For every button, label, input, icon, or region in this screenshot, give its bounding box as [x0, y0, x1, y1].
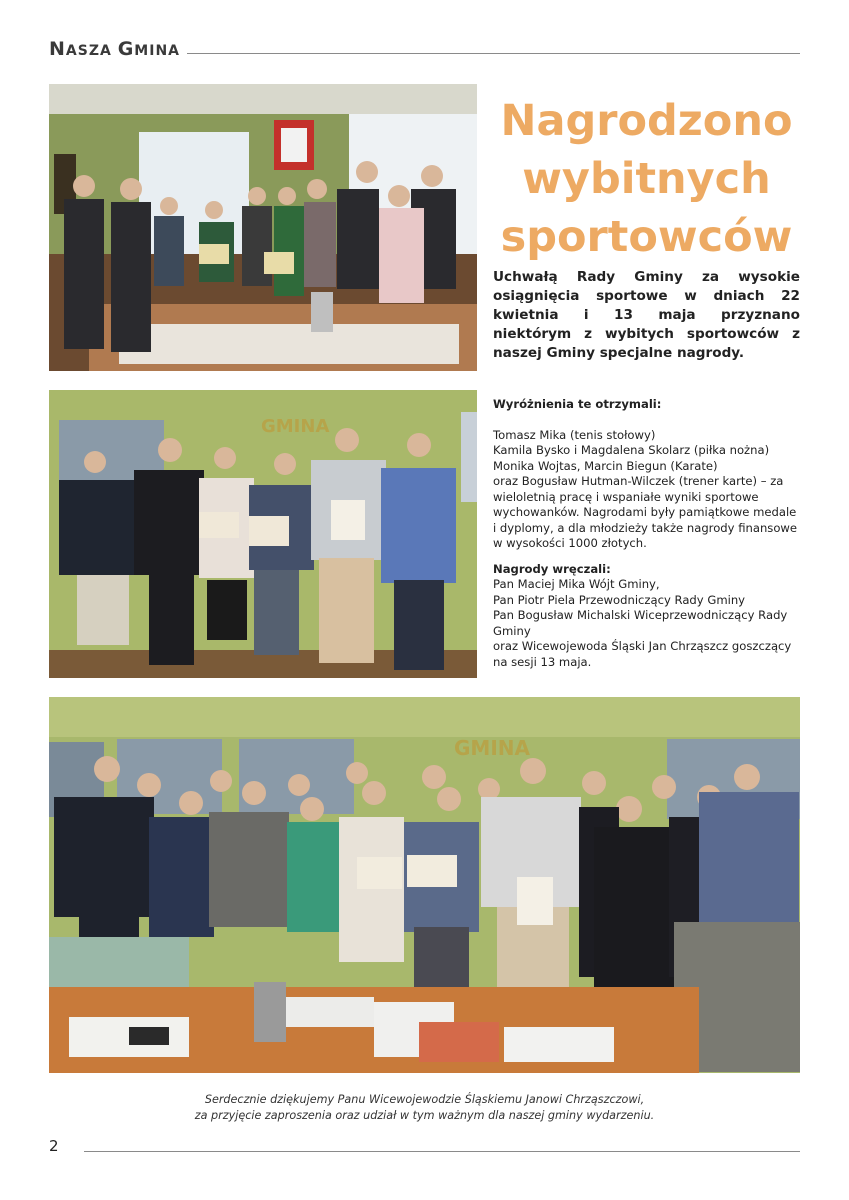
article-lead: Uchwałą Rady Gminy za wysokie osiągnięcia sportowe w dniach 22 kwietnia i 13 maja przyznano niektórym z wybitych sportowców z naszej Gminy specjalne nagrody. — [493, 269, 800, 361]
presenters-heading: Nagrody wręczali: — [493, 561, 611, 576]
caption-line-2: za przyjęcie zaproszenia oraz udział w tym ważnym dla naszej gminy wydarzeniu. — [194, 1109, 655, 1122]
page-number: 2 — [49, 1137, 59, 1155]
title-letter-g: G — [117, 38, 135, 60]
awardee-item: Kamila Bysko i Magdalena Skolarz (piłka nożna) — [493, 443, 770, 457]
footer-rule — [84, 1151, 800, 1152]
title-part-mina: MINA — [134, 43, 180, 59]
header-rule — [187, 53, 800, 54]
presenter-item: Pan Bogusław Michalski Wiceprzewodniczący Rady Gminy — [493, 608, 788, 638]
photo-award-winners — [49, 390, 477, 678]
headline-line-3: sportowców — [500, 212, 793, 262]
title-letter-n: N — [49, 38, 66, 60]
presenter-item: Pan Maciej Mika Wójt Gminy, — [493, 577, 660, 591]
article-headline — [493, 92, 800, 266]
photo-caption — [49, 1092, 800, 1124]
magazine-title — [49, 38, 180, 60]
awardee-item: Tomasz Mika (tenis stołowy) — [493, 427, 656, 442]
title-part-asza: ASZA — [65, 43, 112, 59]
presenter-item: Pan Piotr Piela Przewodniczący Rady Gminy — [493, 592, 746, 607]
headline-line-2: wybitnych — [522, 154, 771, 204]
photo-council-meeting — [49, 84, 477, 371]
caption-line-1: Serdecznie dziękujemy Panu Wicewojewodzie Śląskiemu Janowi Chrząszczowi, — [204, 1093, 645, 1106]
awardee-item: Monika Wojtas, Marcin Biegun (Karate) — [493, 458, 718, 473]
awardee-item: oraz Bogusław Hutman-Wilczek (trener karte) – za wieloletnią pracę i wspaniałe wyniki sportowe wychowanków. Nagrodami były pamiątkowe medale i dyplomy, a dla młodzieży także nagrody finansowe w wysokości 1000 złotych. — [493, 474, 798, 550]
photo3-wall-sign: GMINA — [454, 736, 530, 760]
photo-large-group — [49, 697, 800, 1073]
awardees-heading: Wyróżnienia te otrzymali: — [493, 397, 662, 411]
photo2-wall-sign: GMINA — [261, 416, 330, 437]
presenter-item: oraz Wicewojewoda Śląski Jan Chrząszcz goszczący na sesji 13 maja. — [493, 639, 792, 669]
headline-line-1: Nagrodzono — [500, 96, 793, 146]
article-body — [493, 397, 803, 670]
